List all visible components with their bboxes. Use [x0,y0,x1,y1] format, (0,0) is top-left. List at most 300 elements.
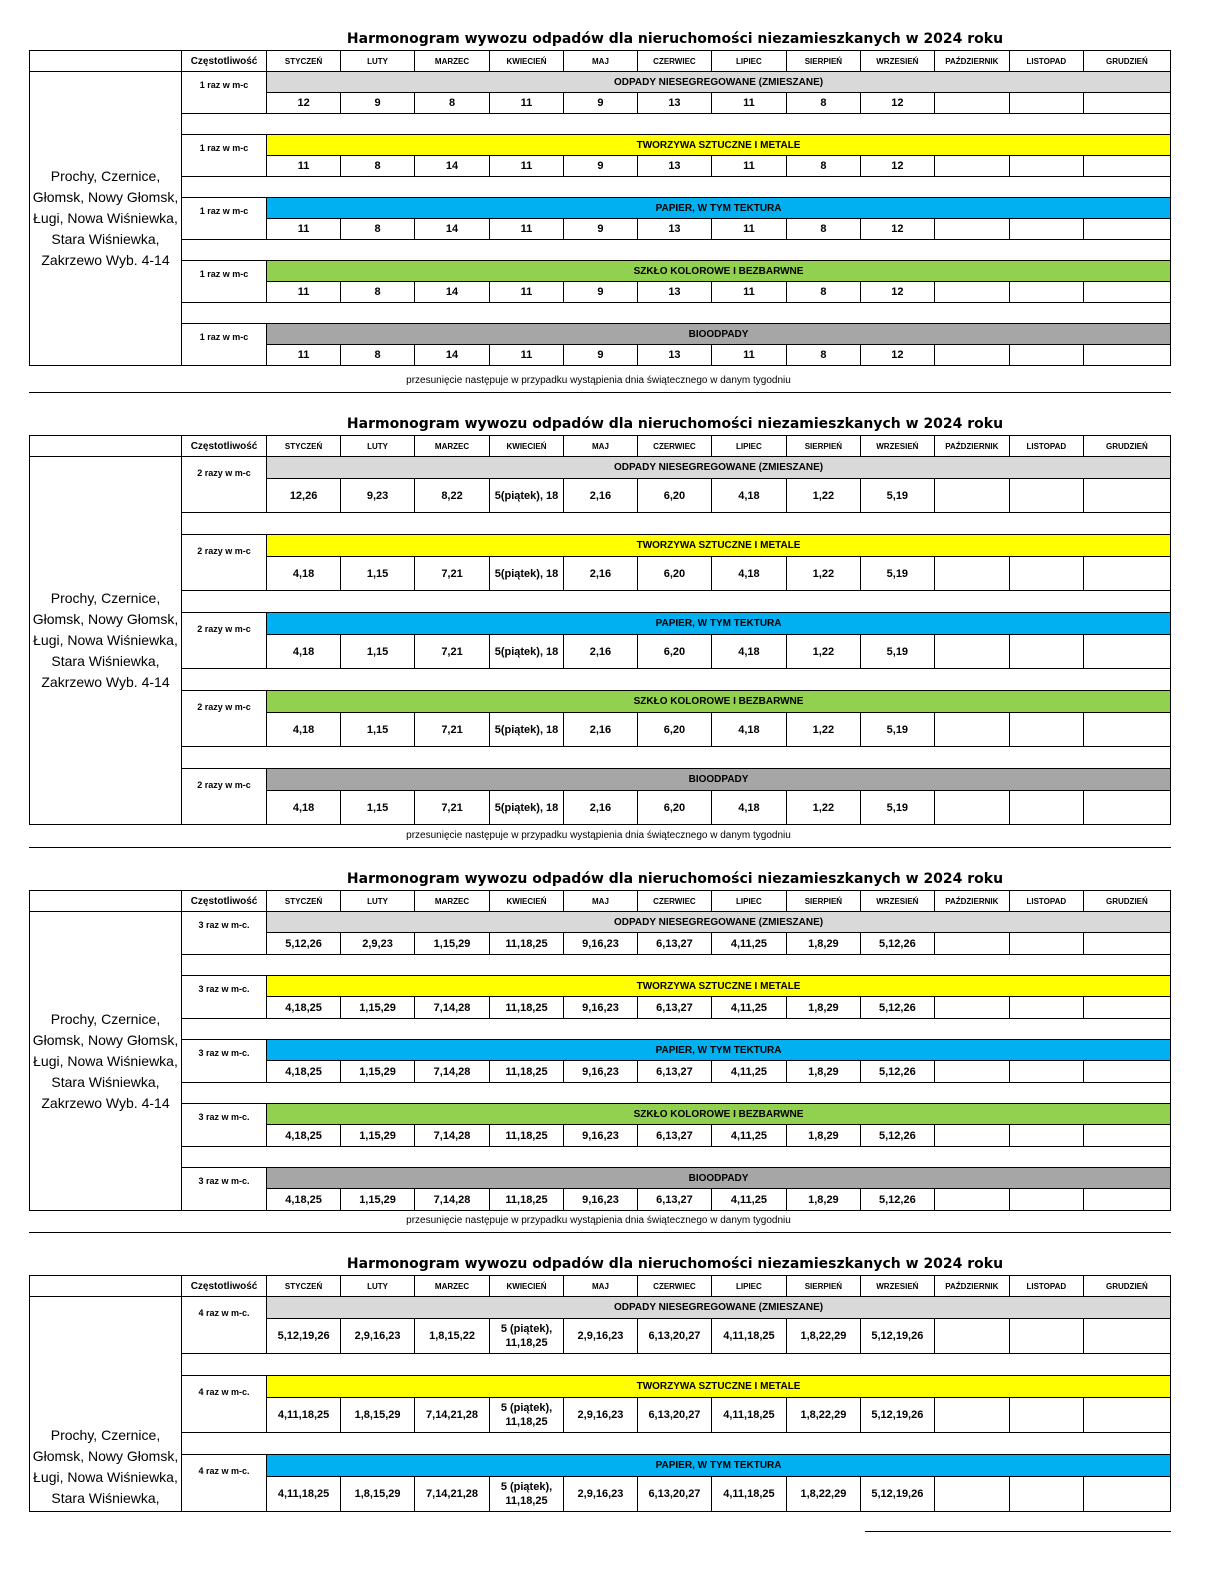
pickup-dates-cell: 11,18,25 [490,997,564,1019]
pickup-dates-cell: 5,12,26 [860,1189,934,1211]
pickup-dates-cell [1083,1319,1170,1354]
month-header: MARZEC [415,436,490,457]
pickup-dates-cell: 4,11,25 [711,933,786,955]
pickup-dates-cell: 12 [860,156,934,177]
frequency-label: 1 raz w m-c [181,261,266,303]
month-header: CZERWIEC [637,1276,711,1297]
pickup-dates-cell: 8 [415,93,490,114]
pickup-dates-cell: 1,8,15,29 [341,1477,415,1512]
pickup-dates-cell: 4,11,18,25 [711,1477,786,1512]
pickup-dates-cell: 9,16,23 [563,997,637,1019]
frequency-header: Częstotliwość [181,1276,266,1297]
pickup-dates-cell [934,557,1009,591]
pickup-dates-cell: 4,18 [711,479,786,513]
pickup-dates-cell: 11 [490,345,564,366]
pickup-dates-cell [934,479,1009,513]
month-header: CZERWIEC [637,436,711,457]
month-header: PAŹDZIERNIK [934,51,1009,72]
pickup-dates-cell: 13 [637,93,711,114]
pickup-dates-cell: 11,18,25 [490,1061,564,1083]
frequency-label: 4 raz w m-c. [181,1455,266,1512]
pickup-dates-cell [934,713,1009,747]
header-blank [30,891,182,912]
pickup-dates-cell: 2,16 [563,557,637,591]
waste-category-glass: SZKŁO KOLOROWE I BEZBARWNE [267,691,1171,713]
pickup-dates-cell: 4,18,25 [267,1189,341,1211]
frequency-label: 3 raz w m-c. [181,1040,266,1083]
pickup-dates-cell [1083,156,1170,177]
waste-category-bio: BIOODPADY [267,769,1171,791]
pickup-dates-cell [934,282,1009,303]
month-header: LISTOPAD [1009,51,1083,72]
pickup-dates-cell: 8 [341,345,415,366]
pickup-dates-cell: 11 [711,219,786,240]
pickup-dates-cell: 11,18,25 [490,933,564,955]
pickup-dates-cell: 1,22 [786,557,860,591]
pickup-dates-cell: 9 [563,219,637,240]
pickup-dates-cell: 12 [860,282,934,303]
pickup-dates-cell [1009,156,1083,177]
pickup-dates-cell: 4,18 [711,557,786,591]
row-spacer [181,513,1170,535]
pickup-dates-cell: 1,8,15,22 [415,1319,490,1354]
frequency-label: 1 raz w m-c [181,324,266,366]
pickup-dates-cell: 1,8,29 [786,1061,860,1083]
pickup-dates-cell: 1,15,29 [341,1125,415,1147]
pickup-dates-cell: 1,15,29 [415,933,490,955]
pickup-dates-cell [934,1189,1009,1211]
pickup-dates-cell: 13 [637,282,711,303]
header-blank [30,1276,182,1297]
pickup-dates-cell: 1,8,22,29 [786,1319,860,1354]
pickup-dates-cell: 5(piątek), 18 [490,557,564,591]
pickup-dates-cell: 13 [637,345,711,366]
schedule-title: Harmonogram wywozu odpadów dla nieruchomości niezamieszkanych w 2024 roku [346,31,1004,47]
pickup-dates-cell: 2,16 [563,713,637,747]
frequency-label: 2 razy w m-c [181,457,266,513]
month-header: LUTY [341,1276,415,1297]
month-header: SIERPIEŃ [786,51,860,72]
pickup-dates-cell: 2,16 [563,635,637,669]
pickup-dates-cell: 11 [711,156,786,177]
pickup-dates-cell: 4,18 [267,791,341,825]
row-spacer [181,669,1170,691]
pickup-dates-cell [1083,791,1170,825]
row-spacer [181,1433,1170,1455]
frequency-label: 4 raz w m-c. [181,1297,266,1354]
pickup-dates-cell: 12 [860,345,934,366]
schedule-table [29,435,1171,825]
pickup-dates-cell: 8 [786,345,860,366]
pickup-dates-cell: 9 [341,93,415,114]
pickup-dates-cell [934,997,1009,1019]
pickup-dates-cell: 5,19 [860,635,934,669]
row-spacer [181,747,1170,769]
month-header: LISTOPAD [1009,891,1083,912]
pickup-dates-cell: 11 [267,219,341,240]
waste-category-plastic: TWORZYWA SZTUCZNE I METALE [267,535,1171,557]
pickup-dates-cell: 7,14,28 [415,1125,490,1147]
pickup-dates-cell: 6,13,27 [637,1125,711,1147]
frequency-label: 3 raz w m-c. [181,1104,266,1147]
pickup-dates-cell: 5,19 [860,713,934,747]
pickup-dates-cell: 4,18,25 [267,1125,341,1147]
pickup-dates-cell: 5,12,26 [267,933,341,955]
pickup-dates-cell: 11 [267,345,341,366]
pickup-dates-cell: 8 [786,93,860,114]
pickup-dates-cell [1083,1398,1170,1433]
month-header: GRUDZIEŃ [1083,51,1170,72]
waste-category-paper: PAPIER, W TYM TEKTURA [267,1040,1171,1061]
pickup-dates-cell: 14 [415,156,490,177]
row-spacer [181,303,1170,324]
pickup-dates-cell: 6,13,20,27 [637,1477,711,1512]
waste-category-mixed: ODPADY NIESEGREGOWANE (ZMIESZANE) [267,1297,1171,1319]
waste-category-mixed: ODPADY NIESEGREGOWANE (ZMIESZANE) [267,457,1171,479]
month-header: LISTOPAD [1009,1276,1083,1297]
pickup-dates-cell: 7,14,21,28 [415,1477,490,1512]
header-blank [30,436,182,457]
pickup-dates-cell: 4,18 [711,791,786,825]
pickup-dates-cell [1083,1061,1170,1083]
month-header: WRZESIEŃ [860,436,934,457]
row-spacer [181,114,1170,135]
holiday-shift-note: przesunięcie następuje w przypadku wystąpienia dnia świątecznego w danym tygodniu [406,1215,791,1226]
frequency-header: Częstotliwość [181,51,266,72]
waste-category-mixed: ODPADY NIESEGREGOWANE (ZMIESZANE) [267,72,1171,93]
pickup-dates-cell [1009,1477,1083,1512]
waste-category-mixed: ODPADY NIESEGREGOWANE (ZMIESZANE) [267,912,1171,933]
section-separator [29,392,1171,393]
schedule-title: Harmonogram wywozu odpadów dla nieruchomości niezamieszkanych w 2024 roku [346,416,1004,432]
pickup-dates-cell: 4,18 [711,713,786,747]
pickup-dates-cell: 14 [415,345,490,366]
month-header: MARZEC [415,1276,490,1297]
pickup-dates-cell [1009,635,1083,669]
pickup-dates-cell: 7,14,28 [415,1061,490,1083]
pickup-dates-cell: 11 [267,282,341,303]
section-separator [29,847,1171,848]
pickup-dates-cell: 11 [711,282,786,303]
location-cell: Prochy, Czernice, Głomsk, Nowy Głomsk, Ługi, Nowa Wiśniewka, Stara Wiśniewka, Zakrzewo Wyb. 4-14 [30,72,182,366]
pickup-dates-cell: 1,8,29 [786,997,860,1019]
month-header: MAJ [563,51,637,72]
pickup-dates-cell: 9,23 [341,479,415,513]
month-header: WRZESIEŃ [860,51,934,72]
pickup-dates-cell: 5(piątek), 18 [490,791,564,825]
pickup-dates-cell: 5,12,26 [860,1125,934,1147]
pickup-dates-cell: 4,11,18,25 [711,1398,786,1433]
month-header: MAJ [563,436,637,457]
pickup-dates-cell: 1,22 [786,791,860,825]
pickup-dates-cell: 5 (piątek), 11,18,25 [490,1477,564,1512]
month-header: MARZEC [415,51,490,72]
waste-category-plastic: TWORZYWA SZTUCZNE I METALE [267,976,1171,997]
waste-category-plastic: TWORZYWA SZTUCZNE I METALE [267,135,1171,156]
section-separator [29,1232,1171,1233]
pickup-dates-cell: 11 [711,345,786,366]
pickup-dates-cell: 5,12,19,26 [860,1319,934,1354]
pickup-dates-cell: 6,13,27 [637,997,711,1019]
pickup-dates-cell: 5,19 [860,557,934,591]
pickup-dates-cell: 4,11,25 [711,1061,786,1083]
pickup-dates-cell: 14 [415,219,490,240]
pickup-dates-cell: 6,20 [637,635,711,669]
pickup-dates-cell [1083,933,1170,955]
row-spacer [181,1019,1170,1040]
waste-category-plastic: TWORZYWA SZTUCZNE I METALE [267,1376,1171,1398]
pickup-dates-cell [1083,635,1170,669]
frequency-label: 3 raz w m-c. [181,1168,266,1211]
pickup-dates-cell: 1,15 [341,791,415,825]
pickup-dates-cell [1009,1125,1083,1147]
month-header: LUTY [341,436,415,457]
holiday-shift-note: przesunięcie następuje w przypadku wystąpienia dnia świątecznego w danym tygodniu [406,830,791,841]
pickup-dates-cell: 4,18,25 [267,1061,341,1083]
frequency-label: 1 raz w m-c [181,198,266,240]
pickup-dates-cell: 9 [563,156,637,177]
pickup-dates-cell: 1,8,29 [786,933,860,955]
month-header: KWIECIEŃ [490,891,564,912]
month-header: LIPIEC [711,891,786,912]
pickup-dates-cell: 12 [860,219,934,240]
pickup-dates-cell: 9 [563,93,637,114]
pickup-dates-cell [1083,997,1170,1019]
pickup-dates-cell [1083,282,1170,303]
pickup-dates-cell: 5,12,19,26 [267,1319,341,1354]
pickup-dates-cell: 2,16 [563,791,637,825]
frequency-label: 3 raz w m-c. [181,976,266,1019]
month-header: MAJ [563,891,637,912]
pickup-dates-cell: 1,8,15,29 [341,1398,415,1433]
pickup-dates-cell [934,933,1009,955]
pickup-dates-cell: 1,15 [341,557,415,591]
schedule-table [29,50,1171,366]
pickup-dates-cell [1083,479,1170,513]
pickup-dates-cell: 1,8,29 [786,1125,860,1147]
pickup-dates-cell [934,791,1009,825]
month-header: STYCZEŃ [267,51,341,72]
pickup-dates-cell: 6,13,27 [637,1189,711,1211]
waste-category-paper: PAPIER, W TYM TEKTURA [267,198,1171,219]
schedule-table [29,890,1171,1211]
pickup-dates-cell [1083,713,1170,747]
month-header: STYCZEŃ [267,436,341,457]
pickup-dates-cell: 11 [711,93,786,114]
pickup-dates-cell: 4,11,18,25 [267,1398,341,1433]
pickup-dates-cell: 4,18 [267,713,341,747]
pickup-dates-cell: 7,21 [415,635,490,669]
month-header: SIERPIEŃ [786,891,860,912]
pickup-dates-cell: 2,16 [563,479,637,513]
pickup-dates-cell: 5,12,19,26 [860,1477,934,1512]
frequency-label: 1 raz w m-c [181,72,266,114]
pickup-dates-cell: 7,21 [415,713,490,747]
schedule-table-block [29,1275,1171,1512]
pickup-dates-cell: 2,9,16,23 [563,1477,637,1512]
month-header: STYCZEŃ [267,1276,341,1297]
pickup-dates-cell: 4,11,25 [711,1189,786,1211]
pickup-dates-cell: 8 [341,156,415,177]
pickup-dates-cell: 6,20 [637,791,711,825]
pickup-dates-cell: 12 [860,93,934,114]
pickup-dates-cell: 13 [637,219,711,240]
frequency-label: 2 razy w m-c [181,613,266,669]
row-spacer [181,591,1170,613]
month-header: WRZESIEŃ [860,1276,934,1297]
schedule-table [29,1275,1171,1512]
schedule-title: Harmonogram wywozu odpadów dla nieruchomości niezamieszkanych w 2024 roku [346,1256,1004,1272]
pickup-dates-cell: 4,11,25 [711,1125,786,1147]
pickup-dates-cell [934,1477,1009,1512]
month-header: KWIECIEŃ [490,436,564,457]
pickup-dates-cell: 1,22 [786,479,860,513]
pickup-dates-cell: 8 [341,282,415,303]
pickup-dates-cell: 11 [490,93,564,114]
month-header: CZERWIEC [637,51,711,72]
pickup-dates-cell [1009,1398,1083,1433]
pickup-dates-cell: 7,21 [415,557,490,591]
pickup-dates-cell: 4,18 [267,557,341,591]
month-header: LUTY [341,891,415,912]
waste-category-glass: SZKŁO KOLOROWE I BEZBARWNE [267,1104,1171,1125]
pickup-dates-cell [934,219,1009,240]
schedule-title: Harmonogram wywozu odpadów dla nieruchomości niezamieszkanych w 2024 roku [346,871,1004,887]
pickup-dates-cell [934,345,1009,366]
location-cell: Prochy, Czernice, Głomsk, Nowy Głomsk, Ługi, Nowa Wiśniewka, Stara Wiśniewka, Zakrzewo Wyb. 4-14 [30,457,182,825]
pickup-dates-cell [1009,713,1083,747]
pickup-dates-cell: 9,16,23 [563,1061,637,1083]
pickup-dates-cell: 4,18 [711,635,786,669]
row-spacer [181,955,1170,976]
pickup-dates-cell: 8,22 [415,479,490,513]
pickup-dates-cell: 4,11,25 [711,997,786,1019]
row-spacer [181,177,1170,198]
pickup-dates-cell: 1,8,22,29 [786,1398,860,1433]
pickup-dates-cell: 12,26 [267,479,341,513]
pickup-dates-cell: 5 (piątek), 11,18,25 [490,1398,564,1433]
pickup-dates-cell [934,1125,1009,1147]
pickup-dates-cell [1009,345,1083,366]
pickup-dates-cell [1083,219,1170,240]
pickup-dates-cell: 5(piątek), 18 [490,713,564,747]
pickup-dates-cell: 1,15,29 [341,1189,415,1211]
pickup-dates-cell [934,93,1009,114]
pickup-dates-cell [1083,1125,1170,1147]
month-header: GRUDZIEŃ [1083,436,1170,457]
schedule-table-block [29,50,1171,366]
pickup-dates-cell: 5,12,19,26 [860,1398,934,1433]
pickup-dates-cell: 11 [490,282,564,303]
pickup-dates-cell: 7,14,28 [415,997,490,1019]
pickup-dates-cell [1009,557,1083,591]
month-header: PAŹDZIERNIK [934,891,1009,912]
pickup-dates-cell: 5,12,26 [860,997,934,1019]
pickup-dates-cell: 4,11,18,25 [267,1477,341,1512]
pickup-dates-cell [1009,997,1083,1019]
pickup-dates-cell [934,156,1009,177]
pickup-dates-cell [1083,1477,1170,1512]
frequency-label: 3 raz w m-c. [181,912,266,955]
holiday-shift-note: przesunięcie następuje w przypadku wystąpienia dnia świątecznego w danym tygodniu [406,375,791,386]
month-header: PAŹDZIERNIK [934,1276,1009,1297]
pickup-dates-cell [1083,557,1170,591]
pickup-dates-cell: 9,16,23 [563,933,637,955]
pickup-dates-cell: 9 [563,345,637,366]
month-header: STYCZEŃ [267,891,341,912]
pickup-dates-cell: 1,22 [786,635,860,669]
frequency-header: Częstotliwość [181,891,266,912]
pickup-dates-cell: 8 [786,282,860,303]
waste-category-bio: BIOODPADY [267,1168,1171,1189]
month-header: SIERPIEŃ [786,1276,860,1297]
pickup-dates-cell: 6,20 [637,557,711,591]
pickup-dates-cell [1009,479,1083,513]
pickup-dates-cell: 9,16,23 [563,1125,637,1147]
pickup-dates-cell: 9,16,23 [563,1189,637,1211]
month-header: LIPIEC [711,436,786,457]
month-header: LUTY [341,51,415,72]
pickup-dates-cell: 7,14,21,28 [415,1398,490,1433]
pickup-dates-cell: 5,19 [860,791,934,825]
header-blank [30,51,182,72]
location-cell: Prochy, Czernice, Głomsk, Nowy Głomsk, Ługi, Nowa Wiśniewka, Stara Wiśniewka, [30,1297,182,1512]
frequency-label: 2 razy w m-c [181,691,266,747]
pickup-dates-cell: 1,15,29 [341,997,415,1019]
frequency-header: Częstotliwość [181,436,266,457]
pickup-dates-cell: 12 [267,93,341,114]
month-header: SIERPIEŃ [786,436,860,457]
row-spacer [181,1354,1170,1376]
pickup-dates-cell: 11 [490,156,564,177]
waste-category-paper: PAPIER, W TYM TEKTURA [267,1455,1171,1477]
pickup-dates-cell: 7,14,28 [415,1189,490,1211]
pickup-dates-cell: 1,22 [786,713,860,747]
pickup-dates-cell: 1,8,22,29 [786,1477,860,1512]
pickup-dates-cell: 11,18,25 [490,1125,564,1147]
schedule-table-block [29,435,1171,825]
pickup-dates-cell: 1,15 [341,713,415,747]
month-header: WRZESIEŃ [860,891,934,912]
pickup-dates-cell: 1,15,29 [341,1061,415,1083]
schedule-table-block [29,890,1171,1211]
pickup-dates-cell: 4,18 [267,635,341,669]
pickup-dates-cell [1009,1061,1083,1083]
waste-category-paper: PAPIER, W TYM TEKTURA [267,613,1171,635]
row-spacer [181,240,1170,261]
pickup-dates-cell: 1,15 [341,635,415,669]
month-header: LISTOPAD [1009,436,1083,457]
pickup-dates-cell: 4,18,25 [267,997,341,1019]
frequency-label: 1 raz w m-c [181,135,266,177]
row-spacer [181,1147,1170,1168]
pickup-dates-cell: 5(piątek), 18 [490,635,564,669]
pickup-dates-cell: 5,12,26 [860,933,934,955]
pickup-dates-cell: 4,11,18,25 [711,1319,786,1354]
frequency-label: 4 raz w m-c. [181,1376,266,1433]
month-header: GRUDZIEŃ [1083,1276,1170,1297]
pickup-dates-cell: 6,20 [637,479,711,513]
pickup-dates-cell [1009,1319,1083,1354]
month-header: KWIECIEŃ [490,1276,564,1297]
pickup-dates-cell [1009,282,1083,303]
page-bottom-rule [865,1531,1171,1532]
pickup-dates-cell: 11,18,25 [490,1189,564,1211]
pickup-dates-cell: 5,19 [860,479,934,513]
pickup-dates-cell: 2,9,23 [341,933,415,955]
frequency-label: 2 razy w m-c [181,535,266,591]
pickup-dates-cell [1083,1189,1170,1211]
